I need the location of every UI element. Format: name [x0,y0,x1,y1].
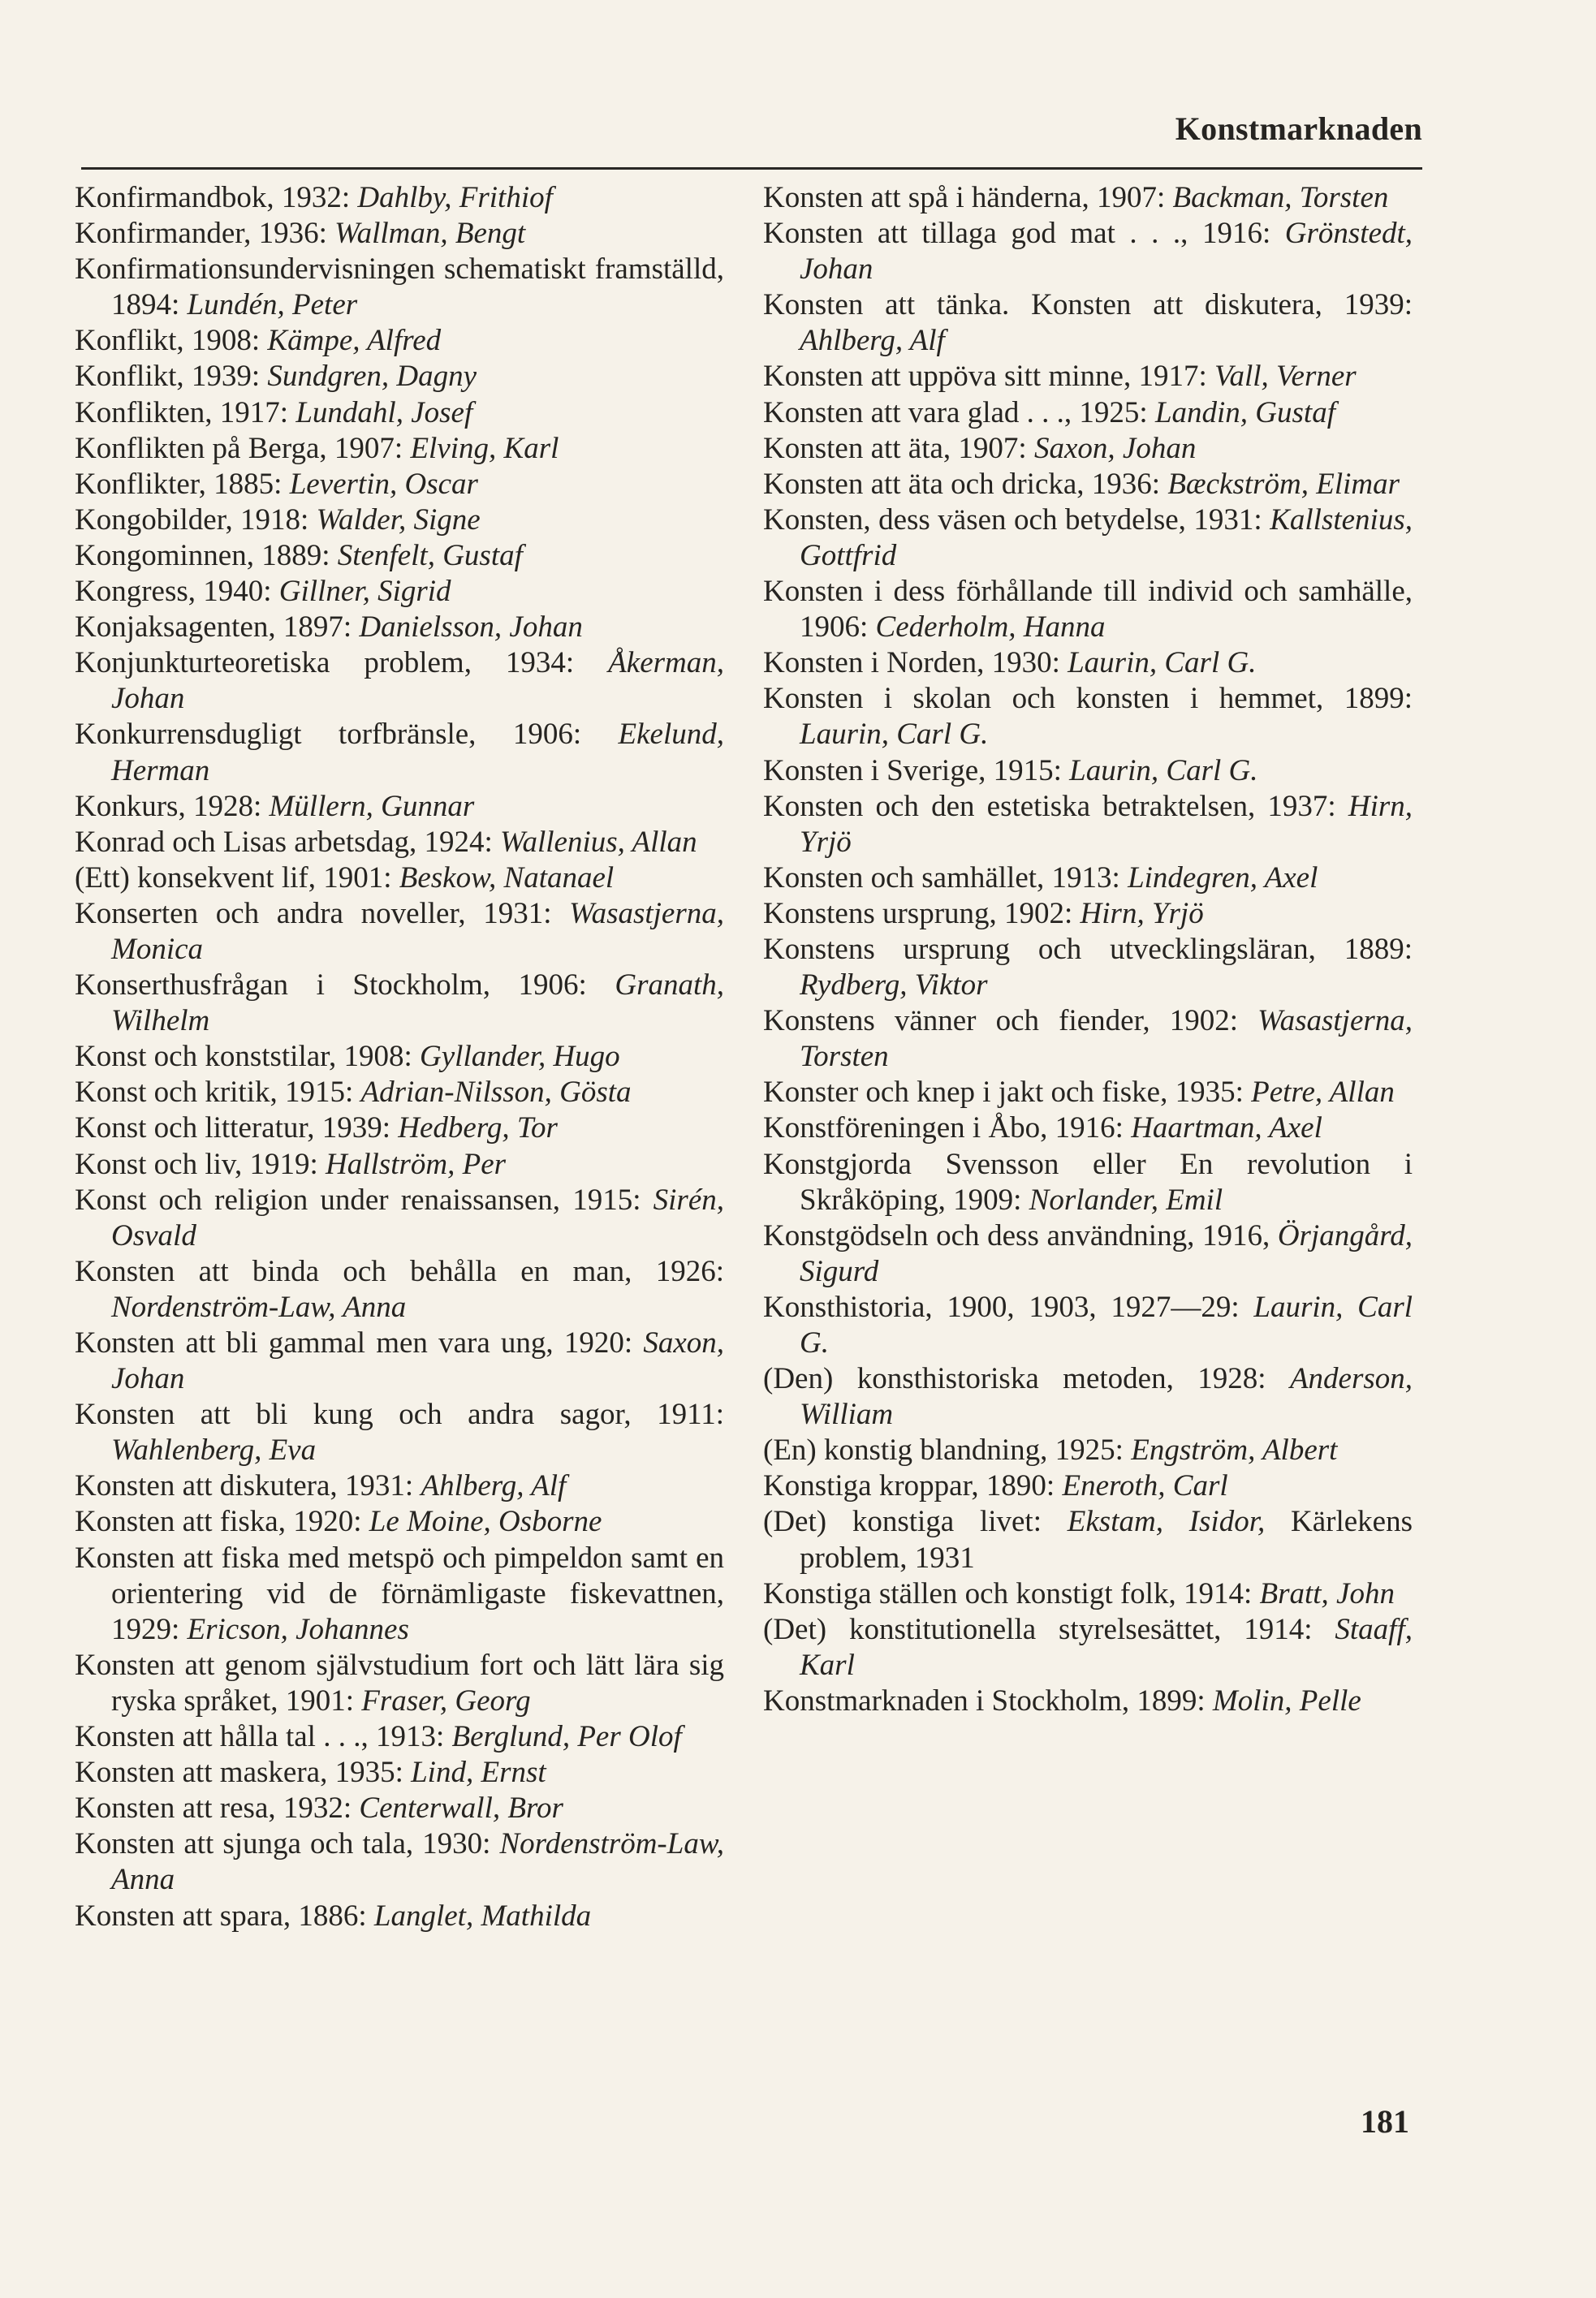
entry-author: Laurin, Carl G. [800,718,989,752]
index-entry [763,860,1413,896]
entry-author: Ericson, Johannes [187,1612,409,1646]
entry-title: Konstiga kroppar, 1890: [763,1469,1055,1503]
index-entry [75,502,724,538]
entry-author: Granath, Wilhelm [111,968,724,1038]
index-entry [763,467,1413,502]
entry-author: Lind, Ernst [411,1756,546,1790]
index-entry [75,860,724,896]
entry-title: Konsten att maskera, 1935: [75,1756,403,1790]
index-entry [75,1755,724,1791]
entry-title: Konsten i Sverige, 1915: [763,753,1062,787]
index-entry [75,1468,724,1504]
index-entry [763,1576,1413,1612]
entry-author: Gyllander, Hugo [420,1040,620,1074]
index-entry [75,180,724,216]
index-entry [763,1003,1413,1075]
index-entry [75,968,724,1039]
entry-author: Danielsson, Johan [359,610,583,645]
entry-title: Konsten att resa, 1932: [75,1791,352,1826]
index-entry [75,538,724,574]
index-entry [75,467,724,502]
entry-title: Konsten och den estetiska betraktelsen, 1937: [763,789,1336,823]
entry-title: Konstmarknaden i Stockholm, 1899: [763,1684,1206,1718]
entry-author: Ahlberg, Alf [421,1469,567,1503]
entry-title: Kongominnen, 1889: [75,538,330,572]
entry-title: Konsthistoria, 1900, 1903, 1927—29: [763,1290,1240,1324]
entry-title: (En) konstig blandning, 1925: [763,1434,1124,1468]
index-entry [763,1433,1413,1468]
entry-author: Sundgren, Dagny [267,360,477,394]
entry-author: Kallstenius, Gottfrid [800,502,1413,572]
entry-title: Konjaksagenten, 1897: [75,610,352,645]
entry-author: Beskow, Natanael [399,860,615,895]
entry-title: Konsten att spara, 1886: [75,1899,367,1933]
entry-title: Konsten att hålla tal . . ., 1913: [75,1720,445,1754]
entry-author: Bæckström, Elimar [1167,467,1400,501]
entry-author: Lundén, Peter [187,288,358,322]
index-entry [763,180,1413,216]
entry-title: Konst och litteratur, 1939: [75,1111,391,1145]
index-entry [75,645,724,717]
index-entry [75,574,724,610]
entry-title: Konsten och samhället, 1913: [763,860,1120,895]
entry-author: Levertin, Oscar [289,467,478,501]
index-entry [763,1110,1413,1146]
left-column [75,180,724,1934]
entry-title: (Ett) konsekvent lif, 1901: [75,860,392,895]
index-entry [75,1899,724,1934]
entry-title: Konflikt, 1939: [75,360,261,394]
entry-title: Konflikt, 1908: [75,324,261,358]
index-entry [763,1290,1413,1361]
entry-author: Nordenström-Law, Anna [111,1827,725,1897]
entry-title: Konsten att fiska med metspö och pimpeldon samt en orientering vid de förnämligaste fiskevattnen, 1929: [75,1541,724,1646]
entry-title: Konstens ursprung, 1902: [763,896,1073,930]
index-entry [763,1218,1413,1290]
entry-title: Konserten och andra noveller, 1931: [75,896,552,930]
index-entry [75,252,724,323]
index-entry [763,1147,1413,1218]
entry-title: Konstens ursprung och utvecklingsläran, 1889: [763,932,1413,966]
index-entry [763,1684,1413,1719]
entry-title: Konsten att fiska, 1920: [75,1505,362,1539]
index-entry [75,359,724,394]
entry-title: (Det) konstiga livet: [763,1505,1042,1539]
entry-author: Müllern, Gunnar [269,789,475,823]
entry-author: Haartman, Axel [1131,1111,1322,1145]
index-entry [75,1826,724,1898]
entry-title: Konstens vänner och fiender, 1902: [763,1004,1239,1038]
entry-author: Grönstedt, Johan [800,217,1413,287]
entry-author: Nordenström-Law, Anna [111,1290,407,1324]
running-head: Konstmarknaden [1175,110,1422,147]
index-entry [75,1075,724,1110]
entry-author: Lindegren, Axel [1128,860,1318,895]
entry-author: Ekstam, Isidor, [1067,1505,1266,1539]
entry-title: Konstgjorda Svensson eller En revolution i Skråköping, 1909: [763,1147,1413,1217]
entry-author: Stenfelt, Gustaf [337,538,523,572]
entry-author: Staaff, Karl [800,1612,1413,1682]
entry-title: Konstföreningen i Åbo, 1916: [763,1111,1124,1145]
index-entry [75,896,724,968]
right-column [763,180,1413,1719]
index-entry [75,1791,724,1826]
entry-author: Ahlberg, Alf [800,324,945,358]
entry-title: Konflikter, 1885: [75,467,283,501]
entry-title: Konjunkturteoretiska problem, 1934: [75,646,575,680]
page-number: 181 [1361,2103,1409,2140]
index-entry [763,216,1413,287]
entry-title: Konsten att binda och behålla en man, 1926: [75,1254,724,1288]
index-entry [763,287,1413,359]
entry-author: Dahlby, Frithiof [357,181,553,214]
entry-author: Hedberg, Tor [398,1111,558,1145]
entry-tail: Kärlekens problem, 1931 [800,1505,1413,1575]
entry-author: Cederholm, Hanna [875,610,1106,645]
index-entry [763,359,1413,394]
entry-author: Saxon, Johan [111,1326,724,1396]
entry-author: Landin, Gustaf [1154,395,1335,429]
index-entry [75,216,724,252]
index-entry [763,502,1413,574]
index-entry [763,932,1413,1003]
entry-author: Adrian-Nilsson, Gösta [360,1076,632,1110]
entry-title: Konsten i Norden, 1930: [763,646,1060,680]
entry-title: Konserthusfrågan i Stockholm, 1906: [75,968,587,1002]
index-entry [763,789,1413,860]
entry-title: Konflikten, 1917: [75,395,289,429]
index-entry [763,1075,1413,1110]
entry-author: Langlet, Mathilda [373,1899,592,1933]
entry-title: Kongress, 1940: [75,575,272,609]
entry-author: Walder, Signe [316,502,481,537]
entry-author: Berglund, Per Olof [451,1720,682,1754]
entry-title: Konsten att uppöva sitt minne, 1917: [763,360,1207,394]
index-entry [75,1397,724,1468]
index-entry [75,1719,724,1755]
index-entry [763,1504,1413,1576]
entry-author: Wasastjerna, Torsten [800,1004,1413,1074]
entry-title: Konrad och Lisas arbetsdag, 1924: [75,825,493,859]
entry-author: Rydberg, Viktor [800,968,988,1002]
index-entry [75,717,724,788]
entry-title: (Den) konsthistoriska metoden, 1928: [763,1362,1266,1396]
entry-title: Konsten att vara glad . . ., 1925: [763,395,1148,429]
entry-title: Konstgödseln och dess användning, 1916, [763,1218,1270,1252]
index-entry [763,681,1413,752]
entry-title: Konkurrensdugligt torfbränsle, 1906: [75,718,582,752]
entry-author: Ekelund, Herman [111,718,725,787]
entry-title: Konsten att äta, 1907: [763,431,1027,465]
entry-author: Saxon, Johan [1033,431,1197,465]
index-entry [75,1183,724,1254]
entry-title: Konsten att tänka. Konsten att diskutera, 1939: [763,288,1413,322]
index-entry [763,1361,1413,1433]
index-entry [75,1326,724,1397]
entry-author: Kämpe, Alfred [267,324,442,358]
entry-title: (Det) konstitutionella styrelsesättet, 1914: [763,1612,1313,1646]
index-entry [75,610,724,645]
entry-title: Konst och konststilar, 1908: [75,1040,412,1074]
entry-title: Konflikten på Berga, 1907: [75,431,403,465]
entry-title: Konsten att genom självstudium fort och lätt lära sig ryska språket, 1901: [75,1648,724,1718]
entry-title: Konsten att spå i händerna, 1907: [763,181,1166,214]
index-entry [75,825,724,860]
entry-title: Konster och knep i jakt och fiske, 1935: [763,1076,1244,1110]
index-entry [763,395,1413,431]
entry-title: Konkurs, 1928: [75,789,262,823]
entry-author: Wasastjerna, Monica [111,896,724,966]
index-entry [763,1468,1413,1504]
index-entry [75,1039,724,1075]
index-entry [763,574,1413,645]
entry-author: Elving, Karl [410,431,559,465]
entry-title: Konst och religion under renaissansen, 1915: [75,1183,641,1217]
entry-author: Molin, Pelle [1212,1684,1361,1718]
entry-title: Konsten, dess väsen och betydelse, 1931: [763,502,1262,537]
index-entry [763,431,1413,467]
entry-author: Örjangård, Sigurd [800,1218,1413,1288]
entry-author: Hirn, Yrjö [800,789,1413,859]
entry-author: Centerwall, Bror [359,1791,563,1826]
entry-author: Hallström, Per [326,1147,507,1181]
entry-author: Wallman, Bengt [334,217,526,251]
index-entry [763,1612,1413,1684]
index-entry [75,1110,724,1146]
index-entry [75,323,724,359]
entry-title: Konsten att diskutera, 1931: [75,1469,414,1503]
entry-title: Kongobilder, 1918: [75,502,309,537]
entry-title: Konfirmandbok, 1932: [75,181,351,214]
index-entry [75,1254,724,1326]
index-entry [763,896,1413,932]
entry-title: Konsten att äta och dricka, 1936: [763,467,1161,501]
entry-title: Konfirmationsundervisningen schematiskt framställd, 1894: [75,252,724,322]
entry-author: Engström, Albert [1131,1434,1338,1468]
entry-author: Åkerman, Johan [111,646,724,716]
entry-title: Konsten i dess förhållande till individ och samhälle, 1906: [763,575,1413,645]
index-entry [75,789,724,825]
entry-author: Petre, Allan [1251,1076,1395,1110]
entry-title: Konst och kritik, 1915: [75,1076,354,1110]
entry-title: Konsten att bli gammal men vara ung, 1920: [75,1326,633,1360]
index-entry [75,395,724,431]
entry-author: Backman, Torsten [1172,181,1389,214]
entry-author: Laurin, Carl G. [1069,753,1258,787]
entry-author: Wahlenberg, Eva [111,1434,317,1468]
index-entry [75,1648,724,1719]
index-entry [763,645,1413,681]
entry-title: Konst och liv, 1919: [75,1147,318,1181]
entry-author: Anderson, William [800,1362,1413,1432]
index-entry [763,753,1413,789]
entry-author: Gillner, Sigrid [278,575,451,609]
index-entry [75,431,724,467]
entry-author: Fraser, Georg [361,1684,531,1718]
entry-author: Norlander, Emil [1029,1183,1223,1217]
entry-title: Konstiga ställen och konstigt folk, 1914: [763,1576,1253,1610]
header-rule [81,167,1422,170]
entry-author: Eneroth, Carl [1062,1469,1228,1503]
entry-title: Konfirmander, 1936: [75,217,327,251]
entry-author: Laurin, Carl G. [800,1290,1413,1360]
entry-title: Konsten i skolan och konsten i hemmet, 1899: [763,682,1413,716]
index-entry [75,1147,724,1183]
entry-title: Konsten att sjunga och tala, 1930: [75,1827,491,1861]
entry-author: Laurin, Carl G. [1068,646,1257,680]
entry-author: Hirn, Yrjö [1080,896,1204,930]
entry-title: Konsten att tillaga god mat . . ., 1916: [763,217,1271,251]
entry-title: Konsten att bli kung och andra sagor, 1911: [75,1398,724,1432]
entry-author: Wallenius, Allan [500,825,697,859]
entry-author: Vall, Verner [1214,360,1357,394]
index-entry [75,1504,724,1540]
entry-author: Bratt, John [1259,1576,1395,1610]
entry-author: Sirén, Osvald [111,1183,725,1252]
index-entry [75,1541,724,1648]
entry-author: Le Moine, Osborne [369,1505,602,1539]
entry-author: Lundahl, Josef [295,395,473,429]
